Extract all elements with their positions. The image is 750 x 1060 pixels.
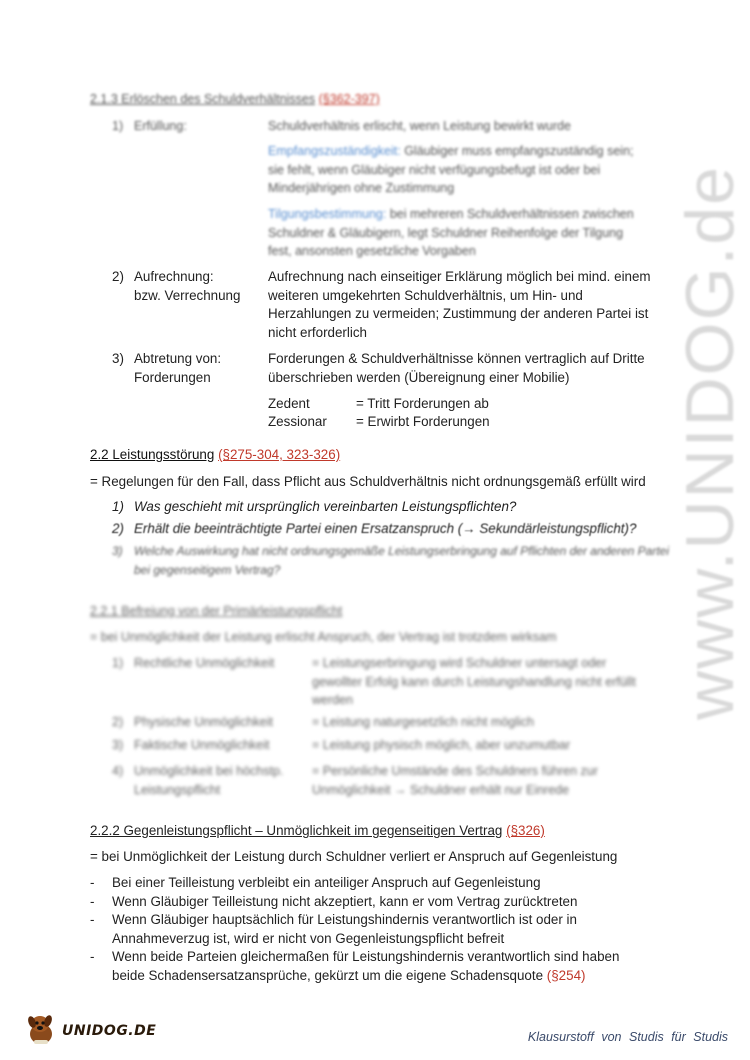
section-2-2-2-bullets xyxy=(90,874,650,985)
section-2-2-1-intro: = bei Unmöglichkeit der Leistung erlischt Anspruch, der Vertrag ist trotzdem wirksam xyxy=(90,630,557,644)
section-2-1-3-ref: (§362-397) xyxy=(318,92,380,106)
item-2-num: 2) xyxy=(112,269,124,284)
item-1-num: 1) xyxy=(112,119,124,133)
zessionar-term: Zessionar xyxy=(268,414,327,429)
section-2-2-1-title: 2.2.1 Befreiung von der Primärleistungspflicht xyxy=(90,604,343,618)
section-2-2-2-title: 2.2.2 Gegenleistungspflicht – Unmöglichkeit im gegenseitigen Vertrag xyxy=(90,823,503,838)
impossibility-4-num: 4) xyxy=(112,764,124,778)
item-2-text: Aufrechnung nach einseitiger Erklärung möglich bei mind. einem weiteren umgekehrten Schuldverhältnis, um Hin- und Herzahlungen zu vermeiden; Zustimmung der anderen Partei ist nicht erforderlich xyxy=(268,269,651,340)
impossibility-2-num: 2) xyxy=(112,715,124,729)
item-1-label: Erfüllung: xyxy=(134,119,187,133)
zessionar-def: = Erwirbt Forderungen xyxy=(356,414,490,429)
list-item-text: Wenn beide Parteien gleichermaßen für Leistungshindernis verantwortlich sind haben beide Schadensersatzansprüche, gekürzt um die eigene Schadensquote xyxy=(112,949,620,983)
section-2-2-intro: = Regelungen für den Fall, dass Pflicht aus Schuldverhältnis nicht ordnungsgemäß erfüllt wird xyxy=(90,474,646,489)
list-dash: - xyxy=(90,949,95,964)
list-dash: - xyxy=(90,912,95,927)
section-2-2-2-heading xyxy=(90,822,545,841)
impossibility-1-text: = Leistungserbringung wird Schuldner untersagt oder gewollter Erfolg kann durch Leistungshandlung nicht erfüllt werden xyxy=(312,656,636,707)
impossibility-1-num: 1) xyxy=(112,656,124,670)
empfangszustaendigkeit-text: Gläubiger muss empfangszuständig sein; sie fehlt, wenn Gläubiger nicht verfügungsbefugt ist oder bei Minderjährigen ohne Zustimmung xyxy=(268,144,634,195)
question-3-text: Welche Auswirkung hat nicht ordnungsgemäße Leistungserbringung auf Pflichten der anderen Partei bei gegenseitigem Vertrag? xyxy=(134,544,669,577)
footer-tagline: Klausurstoff von Studis für Studis xyxy=(527,1029,728,1044)
list-item-text: Bei einer Teilleistung verbleibt ein anteiliger Anspruch auf Gegenleistung xyxy=(112,875,541,890)
question-1-text: Was geschieht mit ursprünglich vereinbarten Leistungspflichten? xyxy=(134,499,517,514)
tilgungsbestimmung-term: Tilgungsbestimmung: xyxy=(268,207,387,221)
impossibility-4-text: = Persönliche Umstände des Schuldners führen zur Unmöglichkeit → Schuldner erhält nur Einrede xyxy=(312,764,598,797)
item-3-num: 3) xyxy=(112,351,124,366)
section-2-2-2-intro: = bei Unmöglichkeit der Leistung durch Schuldner verliert er Anspruch auf Gegenleistung xyxy=(90,849,618,864)
item-3-label2: Forderungen xyxy=(134,370,211,385)
zedent-def: = Tritt Forderungen ab xyxy=(356,396,489,411)
question-2-num: 2) xyxy=(112,521,124,536)
list-item-text: Wenn Gläubiger hauptsächlich für Leistungshindernis verantwortlich ist oder in Annahmeverzug ist, wird er nicht von Gegenleistungspflicht befreit xyxy=(112,912,577,946)
item-3-text: Forderungen & Schuldverhältnisse können vertraglich auf Dritte überschrieben werden (Übereignung einer Mobilie) xyxy=(268,351,645,385)
question-3-num: 3) xyxy=(112,544,123,558)
impossibility-3-label: Faktische Unmöglichkeit xyxy=(134,738,270,752)
impossibility-4-label: Unmöglichkeit bei höchstp. Leistungspflicht xyxy=(134,764,284,797)
empfangszustaendigkeit-block xyxy=(268,142,648,198)
impossibility-2-label: Physische Unmöglichkeit xyxy=(134,715,273,729)
question-2-text: Erhält die beeinträchtigte Partei einen Ersatzanspruch (→ Sekundärleistungspflicht)? xyxy=(134,521,637,536)
list-dash: - xyxy=(90,893,95,909)
section-2-2-title: 2.2 Leistungsstörung xyxy=(90,447,215,462)
empfangszustaendigkeit-term: Empfangszuständigkeit: xyxy=(268,144,401,158)
list-item xyxy=(90,893,650,912)
watermark: www.UNIDOG.de xyxy=(672,165,748,720)
question-1-num: 1) xyxy=(112,499,124,514)
section-2-2-ref: (§275-304, 323-326) xyxy=(218,447,341,462)
section-2-1-3-title: 2.1.3 Erlöschen des Schuldverhältnisses xyxy=(90,92,316,106)
logo-text: UNIDOG.DE xyxy=(62,1023,157,1039)
item-2-label: Aufrechnung: xyxy=(134,269,214,284)
section-2-2-heading xyxy=(90,446,340,465)
item-1-text: Schuldverhältnis erlischt, wenn Leistung bewirkt wurde xyxy=(268,119,571,133)
list-item xyxy=(90,911,650,948)
dog-icon xyxy=(22,1010,60,1048)
tilgungsbestimmung-block xyxy=(268,205,648,261)
item-3-label: Abtretung von: xyxy=(134,351,222,366)
section-2-2-2-ref: (§326) xyxy=(506,823,545,838)
list-item xyxy=(90,874,650,893)
impossibility-1-label: Rechtliche Unmöglichkeit xyxy=(134,656,275,670)
section-2-1-3-heading xyxy=(90,90,380,109)
impossibility-2-text: = Leistung naturgesetzlich nicht möglich xyxy=(312,715,535,729)
list-dash: - xyxy=(90,875,95,890)
item-2-label2: bzw. Verrechnung xyxy=(134,288,241,303)
zedent-term: Zedent xyxy=(268,396,310,411)
impossibility-3-num: 3) xyxy=(112,738,124,752)
impossibility-3-text: = Leistung physisch möglich, aber unzumutbar xyxy=(312,738,571,752)
list-item-text: Wenn Gläubiger Teilleistung nicht akzeptiert, kann er vom Vertrag zurücktreten xyxy=(112,893,578,909)
list-item-ref: (§254) xyxy=(546,967,586,983)
tilgungsbestimmung-text: bei mehreren Schuldverhältnissen zwischen Schuldner & Gläubigern, legt Schuldner Reihenfolge der Tilgung fest, ansonsten gesetzliche Vorgaben xyxy=(268,207,634,258)
unidog-logo[interactable] xyxy=(22,1010,162,1050)
list-item xyxy=(90,948,650,985)
